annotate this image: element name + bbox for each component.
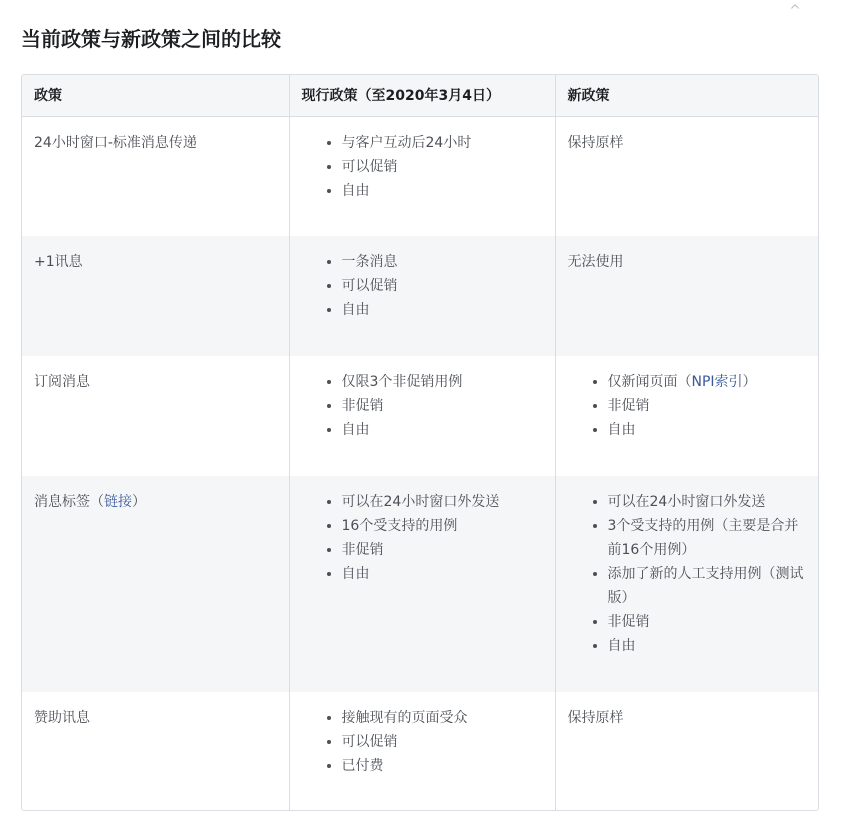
list-item: • 可以促销 bbox=[342, 730, 543, 754]
table-row bbox=[22, 692, 819, 811]
list-item: • 非促销 bbox=[608, 394, 809, 418]
list-item: • 3个受支持的用例（主要是合并前16个用例） bbox=[608, 514, 809, 562]
table-header-row bbox=[22, 75, 819, 116]
current-policy-cell bbox=[289, 356, 555, 476]
list-item: • 自由 bbox=[342, 179, 543, 203]
current-policy-cell bbox=[289, 116, 555, 236]
list-item bbox=[608, 370, 809, 394]
collapse-caret-icon[interactable]: ^ bbox=[789, 3, 801, 19]
new-policy-cell: 保持原样 bbox=[555, 116, 819, 236]
bullet-list bbox=[568, 370, 809, 442]
npi-index-link[interactable]: NPI索引 bbox=[691, 374, 743, 390]
table-row bbox=[22, 356, 819, 476]
list-item: • 非促销 bbox=[608, 610, 809, 634]
bullet-list bbox=[302, 490, 543, 586]
list-item: • 与客户互动后24小时 bbox=[342, 131, 543, 155]
message-tags-link[interactable]: 链接 bbox=[104, 494, 132, 510]
list-item: • 已付费 bbox=[342, 754, 543, 778]
page-title: 当前政策与新政策之间的比较 bbox=[21, 27, 281, 51]
list-item: • 仅限3个非促销用例 bbox=[342, 370, 543, 394]
list-item: • 自由 bbox=[608, 418, 809, 442]
policy-cell bbox=[22, 476, 289, 692]
table-row bbox=[22, 236, 819, 356]
new-policy-cell bbox=[555, 476, 819, 692]
list-item: • 可以促销 bbox=[342, 155, 543, 179]
policy-cell: 赞助讯息 bbox=[22, 692, 289, 811]
policy-text: 消息标签（ bbox=[34, 494, 104, 510]
column-header-policy: 政策 bbox=[22, 75, 289, 116]
list-item: • 自由 bbox=[342, 298, 543, 322]
bullet-list bbox=[568, 490, 809, 658]
new-policy-cell: 无法使用 bbox=[555, 236, 819, 356]
new-policy-cell bbox=[555, 356, 819, 476]
list-item: • 一条消息 bbox=[342, 250, 543, 274]
list-item: • 非促销 bbox=[342, 538, 543, 562]
table-row bbox=[22, 116, 819, 236]
comparison-table bbox=[21, 74, 819, 811]
list-item: • 非促销 bbox=[342, 394, 543, 418]
list-item: • 16个受支持的用例 bbox=[342, 514, 543, 538]
bullet-list bbox=[302, 370, 543, 442]
bullet-list bbox=[302, 706, 543, 778]
list-item: • 可以在24小时窗口外发送 bbox=[608, 490, 809, 514]
list-item: • 自由 bbox=[608, 634, 809, 658]
bullet-list bbox=[302, 250, 543, 322]
list-item: • 添加了新的人工支持用例（测试版） bbox=[608, 562, 809, 610]
list-item: • 自由 bbox=[342, 418, 543, 442]
policy-cell: 订阅消息 bbox=[22, 356, 289, 476]
list-item: • 接触现有的页面受众 bbox=[342, 706, 543, 730]
bullet-list bbox=[302, 131, 543, 203]
list-item: • 自由 bbox=[342, 562, 543, 586]
column-header-current-policy: 现行政策（至2020年3月4日） bbox=[289, 75, 555, 116]
list-item-text: ） bbox=[742, 374, 757, 390]
policy-cell: 24小时窗口-标准消息传递 bbox=[22, 116, 289, 236]
new-policy-cell: 保持原样 bbox=[555, 692, 819, 811]
policy-cell: +1讯息 bbox=[22, 236, 289, 356]
list-item: • 可以促销 bbox=[342, 274, 543, 298]
column-header-new-policy: 新政策 bbox=[555, 75, 819, 116]
current-policy-cell bbox=[289, 692, 555, 811]
table-row bbox=[22, 476, 819, 692]
current-policy-cell bbox=[289, 476, 555, 692]
current-policy-cell bbox=[289, 236, 555, 356]
list-item: • 可以在24小时窗口外发送 bbox=[342, 490, 543, 514]
list-item-text: 仅新闻页面（ bbox=[607, 374, 692, 390]
policy-text: ） bbox=[132, 494, 146, 510]
